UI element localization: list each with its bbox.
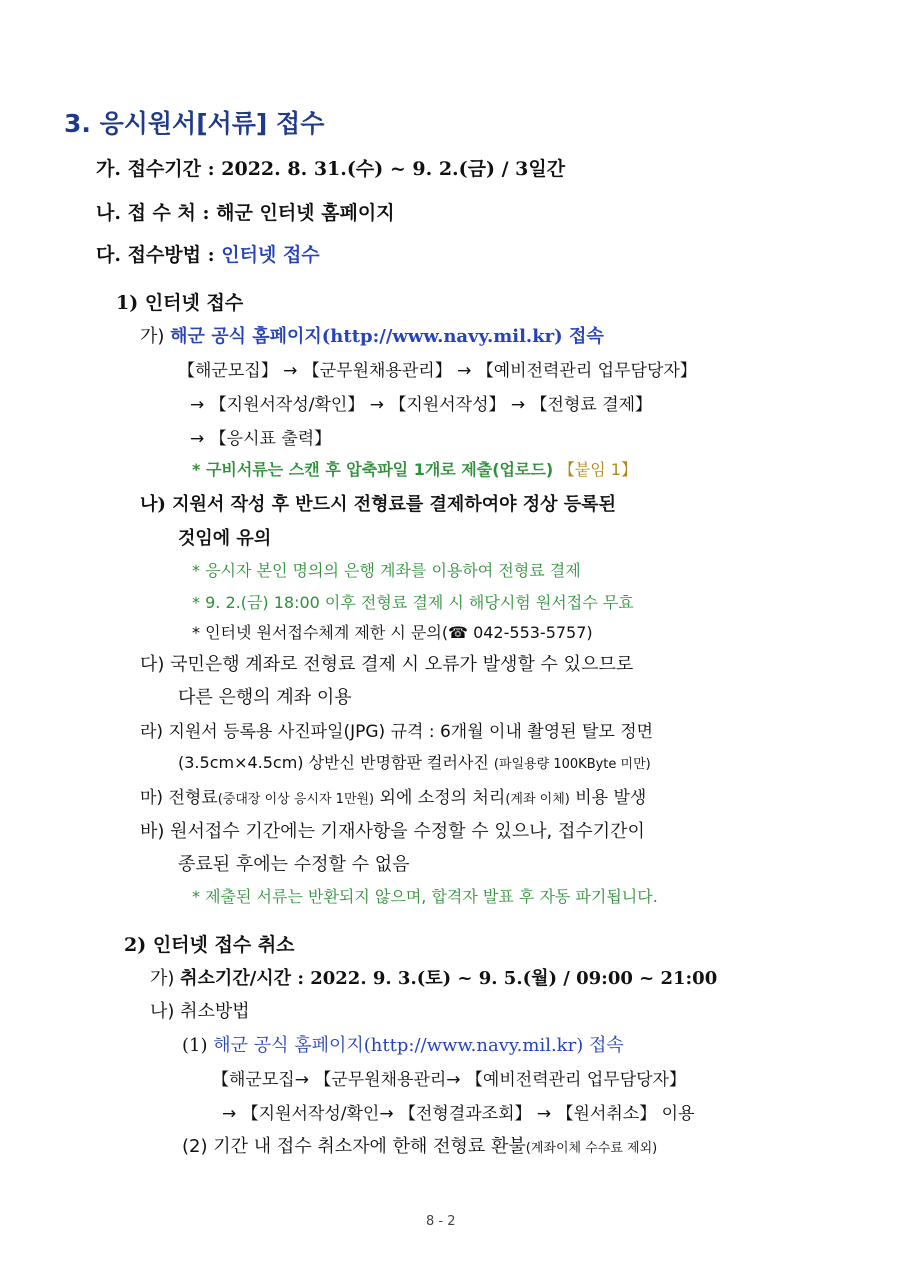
sub1-na-line2: 것임에 유의 — [178, 528, 272, 549]
fee-label: 마) 전형료 — [140, 788, 218, 808]
fee-transfer-note: (계좌 이체) — [505, 792, 570, 807]
refund-exclusion: (계좌이체 수수료 제외) — [525, 1141, 658, 1156]
sub2-ga-prefix: 가) — [150, 968, 175, 989]
sub2-ga — [150, 964, 717, 990]
sub2-item1-prefix: (1) — [182, 1035, 208, 1056]
sub1-ga — [140, 322, 604, 348]
receipt-period — [96, 154, 565, 181]
apply-path-3: → 【응시표 출력】 — [190, 429, 332, 449]
sub1-ra-line1: 라) 지원서 등록용 사진파일(JPG) 규격 : 6개월 이내 촬영된 탈모 정면 — [140, 722, 654, 742]
photo-spec: (3.5cm×4.5cm) 상반신 반명함판 컬러사진 — [178, 753, 489, 772]
receipt-place — [96, 198, 395, 225]
cancel-path-1: 【해군모집→ 【군무원채용관리→ 【예비전력관리 업무담당자】 — [212, 1070, 686, 1090]
note-documents-disposal: * 제출된 서류는 반환되지 않으며, 합격자 발표 후 자동 파기됩니다. — [192, 887, 658, 906]
apply-path-2: → 【지원서작성/확인】 → 【지원서작성】 → 【전형료 결제】 — [190, 395, 653, 415]
note-contact: * 인터넷 원서접수체계 제한 시 문의(☎ 042-553-5757) — [192, 623, 593, 642]
sub1-da-line1: 다) 국민은행 계좌로 전형료 결제 시 오류가 발생할 수 있으므로 — [140, 654, 634, 675]
fee-extra-text: 외에 소정의 처리 — [374, 788, 506, 808]
docs-note — [192, 457, 637, 480]
refund-text: (2) 기간 내 접수 취소자에 한해 전형료 환불 — [182, 1136, 526, 1157]
cancel-period: 취소기간/시간 : 2022. 9. 3.(토) ~ 9. 5.(월) / 09:00 ~ 21:00 — [180, 968, 718, 989]
homepage-link-cancel[interactable]: 해군 공식 홈페이지(http://www.navy.mil.kr) 접속 — [213, 1035, 624, 1056]
section-title: 3. 응시원서[서류] 접수 — [64, 109, 325, 138]
sub1-ra-line2 — [178, 750, 651, 773]
sub1-ma — [140, 783, 646, 808]
fee-cost-text: 비용 발생 — [569, 788, 647, 808]
receipt-period-label: 가. 접수기간 : — [96, 158, 215, 180]
sub1-na-line1: 나) 지원서 작성 후 반드시 전형료를 결제하여야 정상 등록된 — [140, 494, 616, 515]
receipt-place-label: 나. 접 수 처 : — [96, 202, 210, 224]
homepage-link[interactable]: 해군 공식 홈페이지(http://www.navy.mil.kr) 접속 — [170, 326, 604, 347]
sub2-item1 — [182, 1031, 624, 1057]
sub1-da-line2: 다른 은행의 계좌 이용 — [178, 687, 352, 708]
cancel-path-2: → 【지원서작성/확인→ 【전형결과조회】 → 【원서취소】 이용 — [222, 1104, 695, 1124]
sub1-ba-line2: 종료된 후에는 수정할 수 없음 — [178, 854, 410, 875]
receipt-method-label: 다. 접수방법 : — [96, 244, 215, 266]
sub1-ba-line1: 바) 원서접수 기간에는 기재사항을 수정할 수 있으나, 접수기간이 — [140, 821, 645, 842]
apply-path-1: 【해군모집】 → 【군무원채용관리】 → 【예비전력관리 업무담당자】 — [178, 361, 697, 381]
attachment-ref: 【붙임 1】 — [558, 460, 637, 479]
sub1-ga-prefix: 가) — [140, 326, 165, 347]
photo-file-size: (파일용량 100KByte 미만) — [493, 757, 651, 772]
fee-amount-note: (중대장 이상 응시자 1만원) — [217, 792, 375, 807]
receipt-method — [96, 240, 320, 267]
sub2-item2 — [182, 1132, 657, 1158]
docs-note-text: * 구비서류는 스캔 후 압축파일 1개로 제출(업로드) — [192, 460, 554, 479]
page-number: 8 - 2 — [426, 1214, 456, 1229]
receipt-method-value: 인터넷 접수 — [221, 244, 320, 266]
sub2-na: 나) 취소방법 — [150, 1001, 250, 1022]
sub1-title: 1) 인터넷 접수 — [116, 292, 244, 314]
receipt-period-value: 2022. 8. 31.(수) ~ 9. 2.(금) / 3일간 — [221, 158, 566, 180]
receipt-place-value: 해군 인터넷 홈페이지 — [216, 202, 395, 224]
note-own-account: * 응시자 본인 명의의 은행 계좌를 이용하여 전형료 결제 — [192, 561, 581, 580]
sub2-title: 2) 인터넷 접수 취소 — [124, 934, 295, 956]
note-deadline: * 9. 2.(금) 18:00 이후 전형료 결제 시 해당시험 원서접수 무효 — [192, 593, 634, 612]
